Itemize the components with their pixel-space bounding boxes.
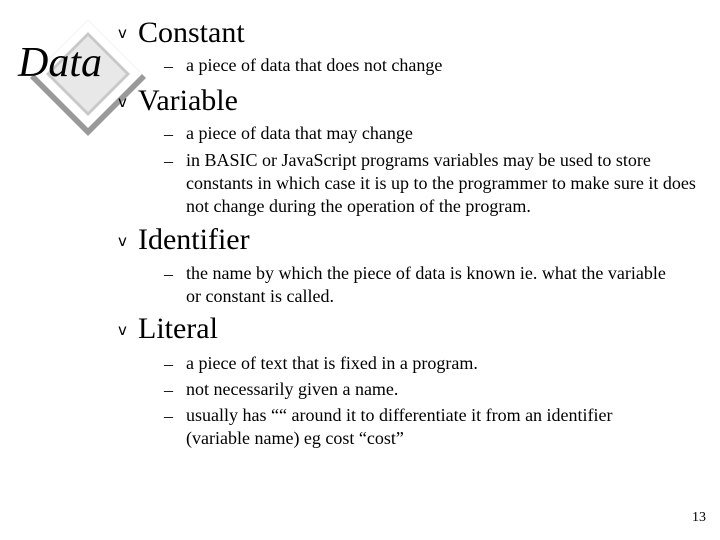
dash-icon: – <box>164 380 173 400</box>
item-text: a piece of data that may change <box>186 123 413 143</box>
page-number: 13 <box>692 510 706 525</box>
dash-icon: – <box>164 124 173 144</box>
dash-icon: – <box>164 56 173 76</box>
heading-identifier: Identifier <box>138 223 250 256</box>
dash-icon: – <box>164 354 173 374</box>
item-text: the name by which the piece of data is known ie. what the variable or constant is called. <box>186 263 666 306</box>
bullet-icon: v <box>118 93 127 111</box>
bullet-icon: v <box>118 24 127 42</box>
dash-icon: – <box>164 264 173 284</box>
item-text: in BASIC or JavaScript programs variables may be used to store constants in which case it is up to the programmer to make sure it does not change during the operation of the program. <box>186 150 696 216</box>
item-text: a piece of data that does not change <box>186 55 443 75</box>
item-text: a piece of text that is fixed in a program. <box>186 353 478 373</box>
heading-constant: Constant <box>138 16 245 49</box>
bullet-icon: v <box>118 321 127 339</box>
heading-literal: Literal <box>138 312 218 345</box>
dash-icon: – <box>164 406 173 426</box>
item-text: not necessarily given a name. <box>186 379 399 399</box>
dash-icon: – <box>164 151 173 171</box>
slide-title: Data <box>18 40 102 86</box>
heading-variable: Variable <box>138 84 238 117</box>
bullet-icon: v <box>118 232 127 250</box>
item-text: usually has ““ around it to differentiate it from an identifier (variable name) eg cost “cost” <box>186 405 613 448</box>
